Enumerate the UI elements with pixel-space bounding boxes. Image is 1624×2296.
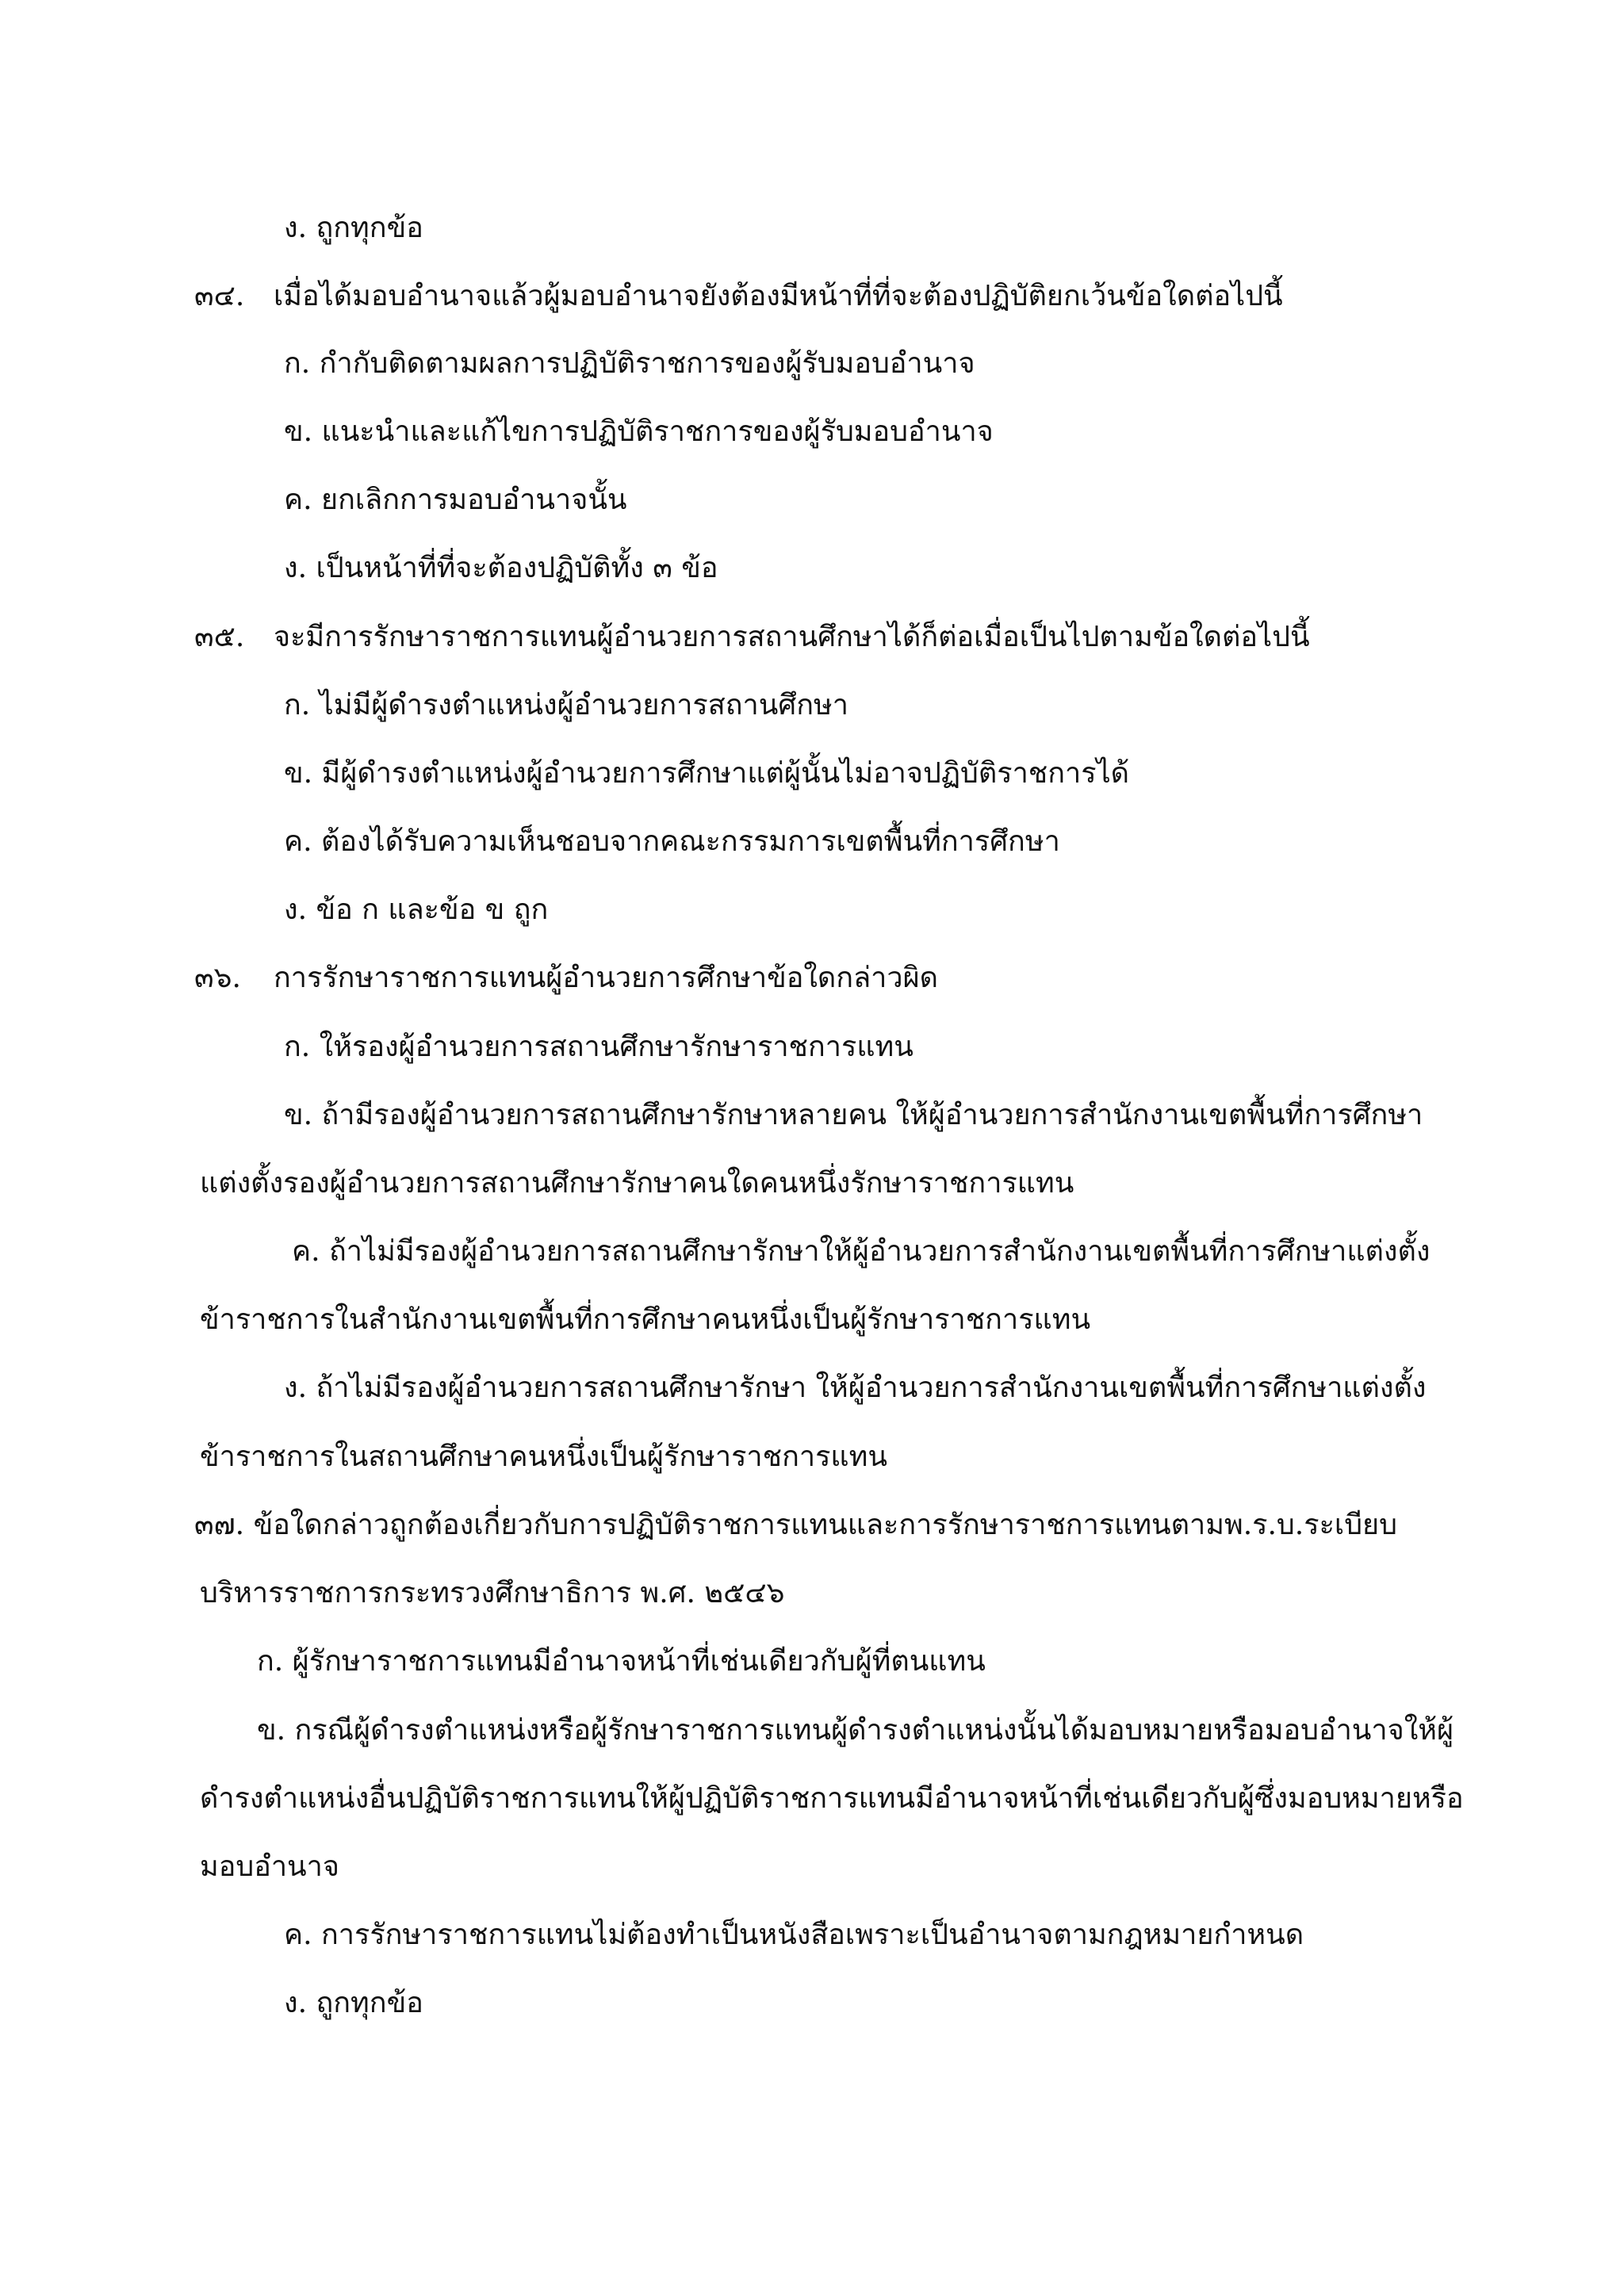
q37-question-cont: บริหารราชการกระทรวงศึกษาธิการ พ.ศ. ๒๕๔๖	[200, 1577, 785, 1609]
q36-option-a: ก. ให้รองผู้อำนวยการสถานศึกษารักษาราชการแทน	[284, 1031, 914, 1063]
q36-text: การรักษาราชการแทนผู้อำนวยการศึกษาข้อใดกล่าวผิด	[274, 962, 939, 994]
q34-number: ๓๔.	[194, 280, 245, 312]
q37-option-b: ข. กรณีผู้ดำรงตำแหน่งหรือผู้รักษาราชการแทนผู้ดำรงตำแหน่งนั้นได้มอบหมายหรือมอบอำนาจให้ผู้	[257, 1714, 1454, 1747]
q34-option-c: ค. ยกเลิกการมอบอำนาจนั้น	[284, 484, 627, 516]
q37-question	[194, 1508, 1397, 1543]
q37-option-d: ง. ถูกทุกข้อ	[284, 1987, 423, 2019]
q37-number: ๓๗.	[194, 1509, 245, 1541]
q35-option-a: ก. ไม่มีผู้ดำรงตำแหน่งผู้อำนวยการสถานศึกษา	[284, 689, 848, 721]
q35-number: ๓๕.	[194, 621, 245, 653]
q36-option-b-cont: แต่งตั้งรองผู้อำนวยการสถานศึกษารักษาคนใดคนหนึ่งรักษาราชการแทน	[200, 1167, 1074, 1200]
q35-text: จะมีการรักษาราชการแทนผู้อำนวยการสถานศึกษาได้ก็ต่อเมื่อเป็นไปตามข้อใดต่อไปนี้	[274, 621, 1310, 653]
q37-option-b-cont: ดำรงตำแหน่งอื่นปฏิบัติราชการแทนให้ผู้ปฏิบัติราชการแทนมีอำนาจหน้าที่เช่นเดียวกับผู้ซึ่งมอบหมายหรือ	[200, 1782, 1464, 1815]
q37-option-c: ค. การรักษาราชการแทนไม่ต้องทำเป็นหนังสือเพราะเป็นอำนาจตามกฎหมายกำหนด	[284, 1919, 1304, 1951]
q35-question	[194, 620, 1310, 655]
q34-option-a: ก. กำกับติดตามผลการปฏิบัติราชการของผู้รับมอบอำนาจ	[284, 347, 975, 380]
q36-option-d: ง. ถ้าไม่มีรองผู้อำนวยการสถานศึกษารักษา ให้ผู้อำนวยการสำนักงานเขตพื้นที่การศึกษาแต่งตั้ง	[284, 1372, 1427, 1404]
q37-text: ข้อใดกล่าวถูกต้องเกี่ยวกับการปฏิบัติราชการแทนและการรักษาราชการแทนตามพ.ร.บ.ระเบียบ	[253, 1509, 1398, 1541]
q37-option-b-cont2: มอบอำนาจ	[200, 1850, 339, 1883]
q37-option-a: ก. ผู้รักษาราชการแทนมีอำนาจหน้าที่เช่นเดียวกับผู้ที่ตนแทน	[257, 1645, 986, 1678]
q34-question	[194, 279, 1283, 314]
q36-option-c: ค. ถ้าไม่มีรองผู้อำนวยการสถานศึกษารักษาให้ผู้อำนวยการสำนักงานเขตพื้นที่การศึกษาแต่งตั้ง	[292, 1235, 1431, 1268]
q35-option-c: ค. ต้องได้รับความเห็นชอบจากคณะกรรมการเขตพื้นที่การศึกษา	[284, 825, 1060, 858]
q34-text: เมื่อได้มอบอำนาจแล้วผู้มอบอำนาจยังต้องมีหน้าที่ที่จะต้องปฏิบัติยกเว้นข้อใดต่อไปนี้	[274, 280, 1283, 312]
q33-option-d: ง. ถูกทุกข้อ	[284, 212, 423, 244]
q36-number: ๓๖.	[194, 962, 241, 994]
q36-option-c-cont: ข้าราชการในสำนักงานเขตพื้นที่การศึกษาคนหนึ่งเป็นผู้รักษาราชการแทน	[200, 1303, 1091, 1336]
q35-option-d: ง. ข้อ ก และข้อ ข ถูก	[284, 894, 549, 926]
q36-option-d-cont: ข้าราชการในสถานศึกษาคนหนึ่งเป็นผู้รักษาราชการแทน	[200, 1441, 887, 1473]
q36-option-b: ข. ถ้ามีรองผู้อำนวยการสถานศึกษารักษาหลายคน ให้ผู้อำนวยการสำนักงานเขตพื้นที่การศึกษา	[284, 1099, 1423, 1131]
q34-option-b: ข. แนะนำและแก้ไขการปฏิบัติราชการของผู้รับมอบอำนาจ	[284, 415, 994, 448]
q36-question	[194, 961, 938, 996]
q35-option-b: ข. มีผู้ดำรงตำแหน่งผู้อำนวยการศึกษาแต่ผู้นั้นไม่อาจปฏิบัติราชการได้	[284, 757, 1130, 790]
q34-option-d: ง. เป็นหน้าที่ที่จะต้องปฏิบัติทั้ง ๓ ข้อ	[284, 552, 718, 584]
